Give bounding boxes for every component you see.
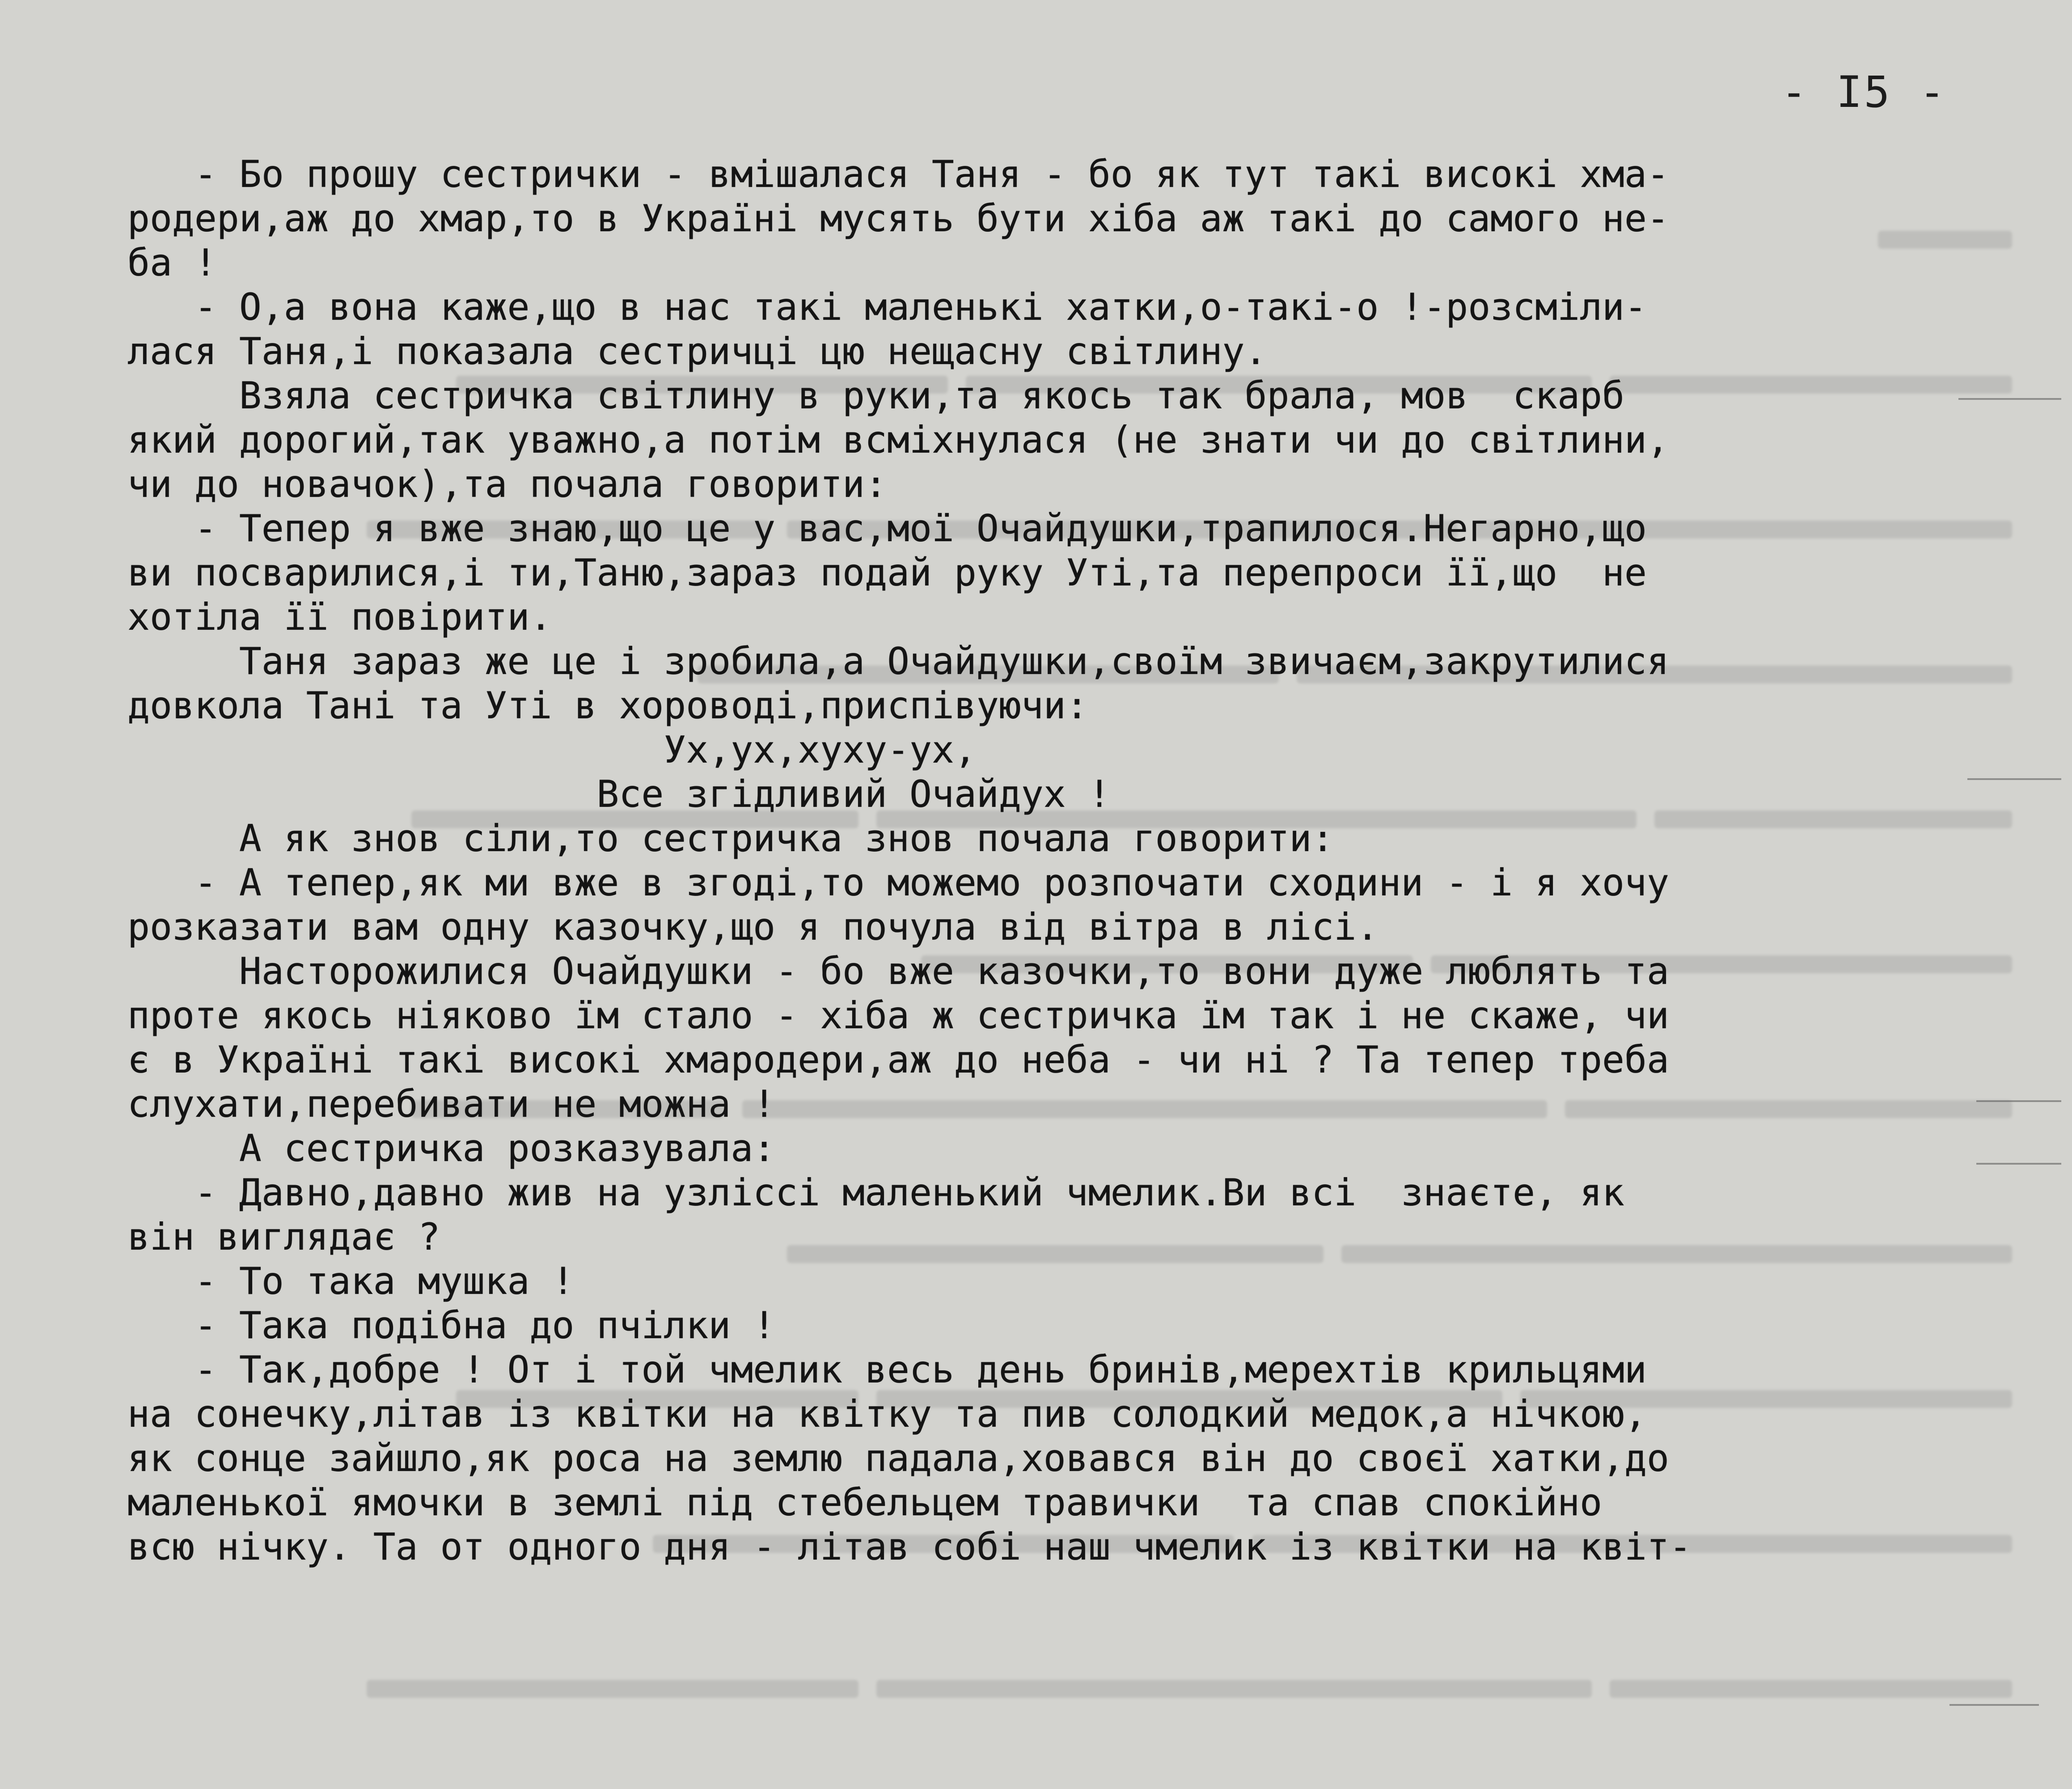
text-line: А сестричка розказувала:: [127, 1127, 776, 1170]
text-line: є в Україні такі високі хмародери,аж до неба - чи ні ? Та тепер треба: [127, 1038, 1669, 1081]
text-line: А як знов сіли,то сестричка знов почала говорити:: [127, 817, 1334, 860]
typewritten-text: [127, 152, 2014, 1569]
text-line: як сонце зайшло,як роса на землю падала,ховався він до своєї хатки,до: [127, 1437, 1669, 1480]
text-line: який дорогий,так уважно,а потім всміхнулася (не знати чи до світлини,: [127, 418, 1669, 462]
text-line: чи до новачок),та почала говорити:: [127, 462, 887, 506]
text-line: проте якось ніяково їм стало - хіба ж сестричка їм так і не скаже, чи: [127, 994, 1669, 1037]
text-line: Взяла сестричка світлину в руки,та якось так брала, мов скарб: [127, 374, 1625, 417]
text-line: - Так,добре ! От і той чмелик весь день бринів,мерехтів крильцями: [127, 1348, 1647, 1391]
text-line: хотіла її повірити.: [127, 595, 552, 639]
text-line: - О,а вона каже,що в нас такі маленькі хатки,о-такі-о !-розсміли-: [127, 285, 1647, 329]
text-line: ба !: [127, 241, 217, 284]
text-line: розказати вам одну казочку,що я почула від вітра в лісі.: [127, 905, 1379, 949]
text-line: Таня зараз же це і зробила,а Очайдушки,своїм звичаєм,закрутилися: [127, 640, 1669, 683]
text-line: слухати,перебивати не можна !: [127, 1082, 776, 1126]
text-line: маленької ямочки в землі під стебельцем травички та спав спокійно: [127, 1481, 1603, 1524]
text-line: всю нічку. Та от одного дня - літав собі наш чмелик із квітки на квіт-: [127, 1525, 1691, 1569]
margin-mark: [1949, 1704, 2039, 1706]
text-line: - Така подібна до пчілки !: [127, 1304, 776, 1347]
text-line: на сонечку,літав із квітки на квітку та пив солодкий медок,а нічкою,: [127, 1392, 1647, 1436]
text-line: - А тепер,як ми вже в згоді,то можемо розпочати сходини - і я хочу: [127, 861, 1669, 904]
text-line: - Бо прошу сестрички - вмішалася Таня - бо як тут такі високі хма-: [127, 153, 1669, 196]
text-line: - Давно,давно жив на узліссі маленький чмелик.Ви всі знаєте, як: [127, 1171, 1625, 1214]
text-line: - Тепер я вже знаю,що це у вас,мої Очайдушки,трапилося.Негарно,що: [127, 507, 1647, 550]
verse-line: Ух,ух,хуху-ух,: [127, 728, 977, 772]
verse-line: Все згідливий Очайдух !: [127, 772, 1111, 816]
page-number: - I5 -: [1781, 67, 1947, 117]
text-line: ви посварилися,і ти,Таню,зараз подай руку Уті,та перепроси її,що не: [127, 551, 1647, 594]
text-line: довкола Тані та Уті в хороводі,приспівуючи:: [127, 684, 1088, 727]
text-line: родери,аж до хмар,то в Україні мусять бути хіба аж такі до самого не-: [127, 197, 1669, 240]
text-line: Насторожилися Очайдушки - бо вже казочки,то вони дуже люблять та: [127, 950, 1669, 993]
text-line: лася Таня,і показала сестричці цю нещасну світлину.: [127, 330, 1267, 373]
text-line: - То така мушка !: [127, 1259, 575, 1303]
text-line: він виглядає ?: [127, 1215, 440, 1259]
